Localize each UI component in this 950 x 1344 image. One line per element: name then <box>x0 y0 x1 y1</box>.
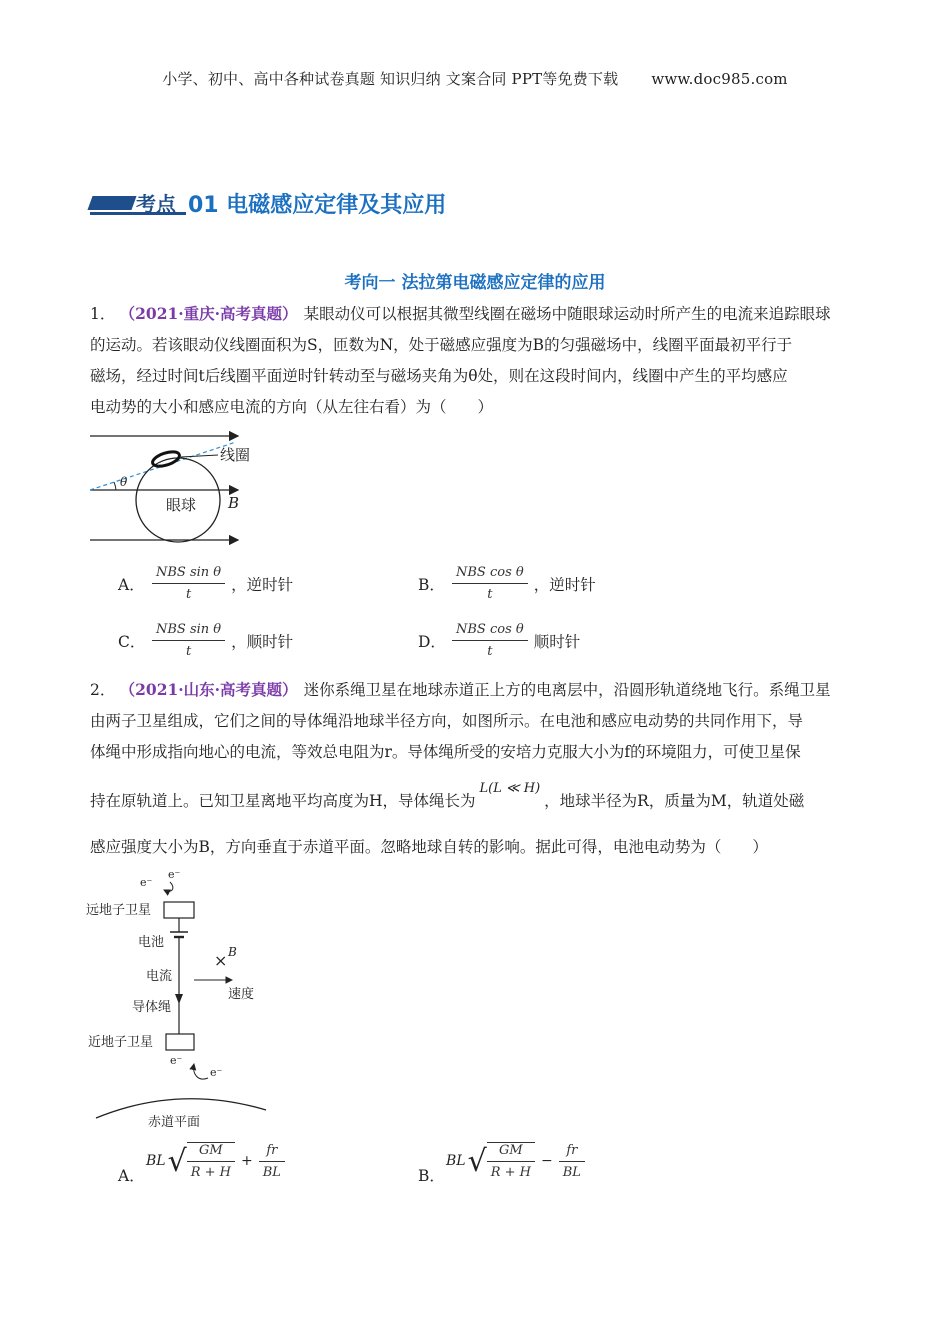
option-text: 顺时针 <box>533 632 581 651</box>
frac-denominator: R + H <box>490 1165 532 1180</box>
frac-numerator: fr <box>266 1142 278 1158</box>
electron-path-top <box>164 882 173 891</box>
q1-line-2: 的运动。若该眼动仪线圈面积为S，匝数为N，处于磁感应强度为B的匀强磁场中，线圈平面最初平行于 <box>90 336 793 354</box>
page-header <box>0 68 950 89</box>
q1-line-3: 磁场，经过时间t后线圈平面逆时针转动至与磁场夹角为θ处，则在这段时间内，线圈中产生的平均感应 <box>90 367 788 385</box>
option-label: D． <box>418 632 446 651</box>
q2-option-b[interactable] <box>418 1136 591 1186</box>
subheading: 考向一 法拉第电磁感应定律的应用 <box>344 273 606 293</box>
q2-text-1: 迷你系绳卫星在地球赤道正上方的电离层中，沿圆形轨道绕地飞行。系绳卫星 <box>303 681 831 699</box>
option-operator: + <box>241 1153 253 1169</box>
sqrt-icon: √ <box>167 1143 187 1179</box>
option-fraction <box>452 565 528 602</box>
frac-denominator: BL <box>262 1164 281 1180</box>
q1-option-d[interactable] <box>418 622 580 659</box>
q2-number: 2． <box>90 681 116 699</box>
q1-number: 1． <box>90 305 116 323</box>
frac-denominator: BL <box>562 1164 581 1180</box>
option-prefix: BL <box>146 1153 166 1169</box>
frac-numerator: NBS sin θ <box>156 622 222 637</box>
near-satellite-box <box>166 1034 194 1050</box>
option-fraction <box>559 1143 585 1180</box>
sqrt-fraction <box>187 1142 235 1180</box>
q1-line-4: 电动势的大小和感应电流的方向（从左往右看）为（ ） <box>90 398 494 416</box>
battery-label: 电池 <box>138 935 165 950</box>
q2-text-4a: 持在原轨道上。已知卫星离地平均高度为H，导体绳长为 <box>90 792 476 810</box>
coil-label: 线圈 <box>220 446 251 464</box>
q1-option-c[interactable] <box>118 622 293 659</box>
option-label: B． <box>418 575 445 594</box>
q2-inline-math: L(L ≪ H) <box>479 781 541 796</box>
q2-line-5: 感应强度大小为B，方向垂直于赤道平面。忽略地球自转的影响。据此可得，电池电动势为（ ） <box>90 838 768 856</box>
coil-shape <box>151 449 181 469</box>
q2-line-1 <box>90 674 870 706</box>
theta-arc <box>114 482 116 490</box>
electron-label-top-left: e⁻ <box>140 876 153 889</box>
current-arrow-icon <box>175 994 183 1004</box>
frac-numerator: NBS cos θ <box>456 565 524 580</box>
q2-source: （2021·山东·高考真题） <box>127 680 298 699</box>
frac-numerator: GM <box>199 1143 223 1158</box>
q2-option-a[interactable] <box>118 1136 291 1186</box>
option-fraction <box>152 565 225 602</box>
option-operator: − <box>541 1153 553 1169</box>
badge-bar-shape <box>87 196 136 210</box>
section-title <box>90 188 446 218</box>
far-sat-label: 远地子卫星 <box>86 903 152 918</box>
q1-option-a[interactable] <box>118 565 293 602</box>
sqrt-fraction <box>487 1142 535 1180</box>
theta-label: θ <box>120 475 128 489</box>
b-label: B <box>228 945 237 959</box>
q2-figure <box>84 866 284 1128</box>
option-label: C． <box>118 632 146 651</box>
near-sat-label: 近地子卫星 <box>88 1035 154 1050</box>
electron-path-bottom <box>194 1064 208 1079</box>
current-label: 电流 <box>146 969 173 984</box>
frac-numerator: NBS cos θ <box>456 622 524 637</box>
q2-line-3: 体绳中形成指向地心的电流，等效总电阻为r。导体绳所受的安培力克服大小为f的环境阻力，可使卫星保 <box>90 743 801 761</box>
q1-option-b[interactable] <box>418 565 596 602</box>
question-2 <box>90 674 870 863</box>
q1-text-1: 某眼动仪可以根据其微型线圈在磁场中随眼球运动时所产生的电流来追踪眼球 <box>303 305 831 323</box>
option-prefix: BL <box>446 1153 466 1169</box>
option-fraction <box>452 622 528 659</box>
b-field-label: B <box>228 494 240 512</box>
equator-label: 赤道平面 <box>148 1115 201 1128</box>
frac-denominator: t <box>487 587 493 602</box>
header-text: 小学、初中、高中各种试卷真题 知识归纳 文案合同 PPT等免费下载 <box>162 70 619 88</box>
frac-denominator: t <box>185 587 192 602</box>
q2-text-4b: ，地球半径为R，质量为M，轨道处磁 <box>544 792 805 810</box>
q1-source: （2021·重庆·高考真题） <box>127 304 298 323</box>
option-fraction <box>152 622 225 659</box>
b-cross-icon: × <box>214 951 228 970</box>
option-label: A． <box>118 1167 145 1185</box>
q2-line-2: 由两子卫星组成，它们之间的导体绳沿地球半径方向，如图所示。在电池和感应电动势的共同作用下，导 <box>90 712 804 730</box>
section-badge <box>90 188 186 218</box>
q1-figure <box>86 428 276 548</box>
option-fraction <box>259 1143 285 1180</box>
electron-label-bottom-left: e⁻ <box>170 1054 183 1067</box>
frac-numerator: NBS sin θ <box>156 565 222 580</box>
option-label: B． <box>418 1167 445 1185</box>
coil-leader <box>181 455 218 457</box>
eye-label: 眼球 <box>166 496 197 514</box>
electron-label-top-right: e⁻ <box>168 868 181 881</box>
badge-label: 考点 <box>136 192 176 216</box>
q1-line-1 <box>90 298 870 330</box>
frac-denominator: t <box>185 644 192 659</box>
option-text: ，顺时针 <box>231 632 294 651</box>
option-label: A． <box>118 575 145 594</box>
frac-numerator: fr <box>566 1142 578 1158</box>
option-text: ，逆时针 <box>533 575 596 594</box>
electron-label-bottom-right: e⁻ <box>210 1066 223 1079</box>
sqrt-icon: √ <box>467 1143 487 1179</box>
far-satellite-box <box>164 902 194 918</box>
velocity-label: 速度 <box>228 987 255 1002</box>
header-url[interactable]: www.doc985.com <box>651 70 788 88</box>
section-title-text: 01 电磁感应定律及其应用 <box>188 192 447 218</box>
frac-numerator: GM <box>499 1143 523 1158</box>
option-text: ，逆时针 <box>231 575 294 594</box>
question-1 <box>90 298 870 423</box>
tether-label: 导体绳 <box>132 1000 172 1015</box>
frac-denominator: t <box>487 644 493 659</box>
q2-line-4 <box>90 781 870 818</box>
frac-denominator: R + H <box>190 1165 232 1180</box>
